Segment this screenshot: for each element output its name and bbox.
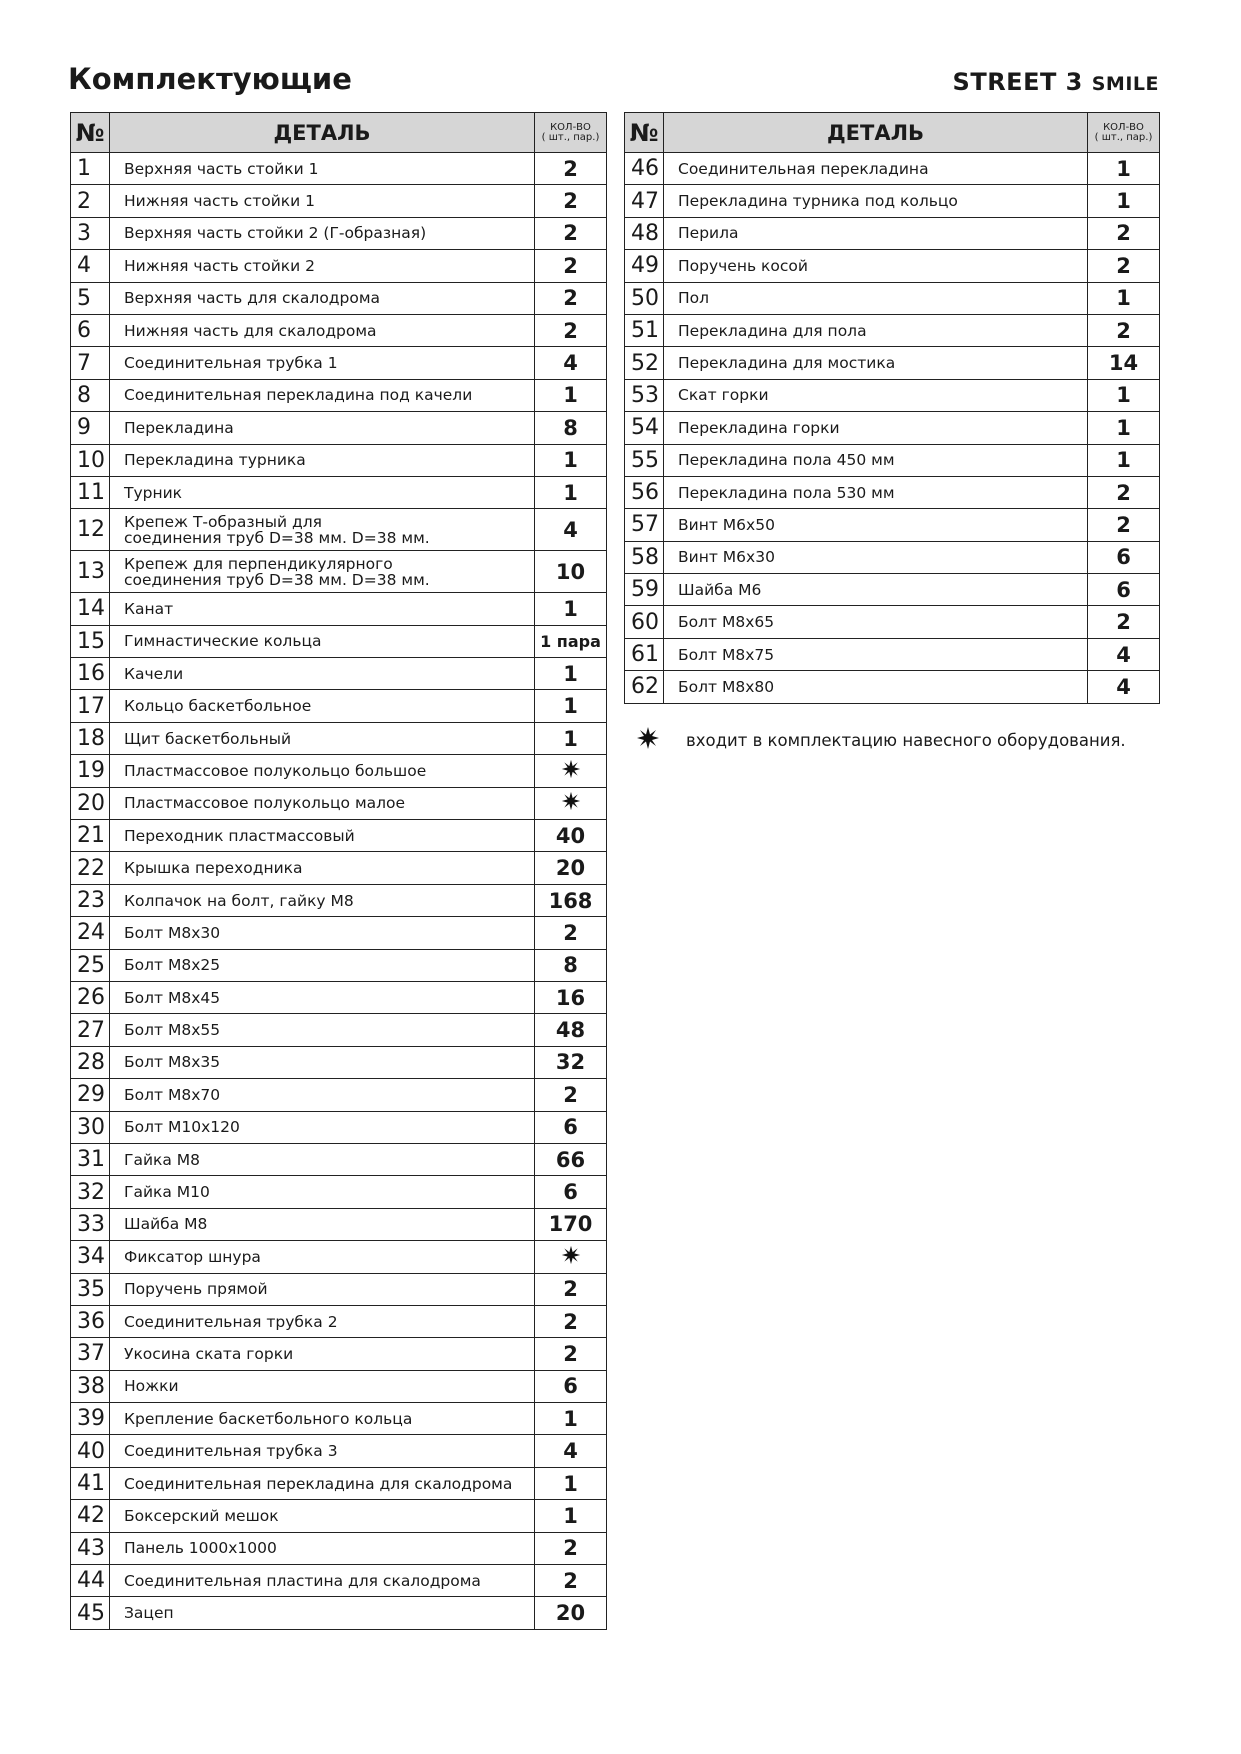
item-number: 48 — [625, 217, 664, 249]
item-quantity: 40 — [535, 820, 607, 852]
table-row — [625, 574, 1160, 606]
item-part-name: Фиксатор шнура — [110, 1241, 535, 1273]
item-number: 10 — [71, 444, 110, 476]
item-part-name: Нижняя часть стойки 1 — [110, 185, 535, 217]
item-quantity: 2 — [1088, 314, 1160, 346]
item-quantity: 8 — [535, 949, 607, 981]
table-row — [71, 282, 607, 314]
item-part-name: Перекладина турника под кольцо — [664, 185, 1088, 217]
item-quantity: 2 — [535, 1565, 607, 1597]
table-row — [71, 722, 607, 754]
item-quantity: 1 — [535, 690, 607, 722]
table-row — [625, 153, 1160, 185]
model-main: STREET 3 — [952, 68, 1083, 96]
item-number: 5 — [71, 282, 110, 314]
item-number: 55 — [625, 444, 664, 476]
item-number: 57 — [625, 509, 664, 541]
parts-table-left — [70, 112, 607, 1630]
column-header-qty — [1088, 113, 1160, 153]
table-row — [71, 1532, 607, 1564]
item-number: 29 — [71, 1079, 110, 1111]
item-part-name: Соединительная перекладина под качели — [110, 379, 535, 411]
table-row — [71, 1597, 607, 1629]
item-number: 24 — [71, 917, 110, 949]
page-title: Комплектующие — [68, 62, 352, 96]
table-header-row — [71, 113, 607, 153]
item-part-name: Переходник пластмассовый — [110, 820, 535, 852]
item-number: 2 — [71, 185, 110, 217]
item-number: 26 — [71, 981, 110, 1013]
item-quantity — [535, 755, 607, 787]
item-part-name: Винт М6х30 — [664, 541, 1088, 573]
item-part-name: Верхняя часть стойки 2 (Г-образная) — [110, 217, 535, 249]
item-quantity: 1 — [535, 593, 607, 625]
item-number: 42 — [71, 1500, 110, 1532]
item-part-name: Болт М8х25 — [110, 949, 535, 981]
item-quantity: 2 — [1088, 606, 1160, 638]
table-row — [71, 217, 607, 249]
star-burst-icon — [561, 791, 581, 816]
item-part-name: Крепление баскетбольного кольца — [110, 1403, 535, 1435]
item-part-name: Соединительная трубка 2 — [110, 1305, 535, 1337]
table-row — [71, 1305, 607, 1337]
table-row — [71, 787, 607, 819]
table-row — [71, 412, 607, 444]
item-quantity: 2 — [1088, 250, 1160, 282]
item-quantity: 1 — [1088, 412, 1160, 444]
table-row — [625, 217, 1160, 249]
item-part-name: Крышка переходника — [110, 852, 535, 884]
item-quantity: 1 — [535, 444, 607, 476]
item-quantity: 1 — [535, 658, 607, 690]
table-row — [71, 1176, 607, 1208]
item-part-name: Крепеж для перпендикулярного соединения труб D=38 мм. D=38 мм. — [110, 551, 535, 593]
item-quantity: 1 — [1088, 379, 1160, 411]
qty-header-line1: КОЛ-ВО — [550, 121, 591, 133]
table-row — [71, 1111, 607, 1143]
star-burst-icon — [636, 726, 660, 754]
item-quantity: 2 — [535, 917, 607, 949]
table-row — [71, 1014, 607, 1046]
table-row — [625, 444, 1160, 476]
item-number: 51 — [625, 314, 664, 346]
item-number: 7 — [71, 347, 110, 379]
table-header-row — [625, 113, 1160, 153]
table-row — [625, 314, 1160, 346]
item-number: 33 — [71, 1208, 110, 1240]
item-number: 54 — [625, 412, 664, 444]
item-part-name: Перекладина турника — [110, 444, 535, 476]
item-quantity: 6 — [535, 1111, 607, 1143]
item-number: 60 — [625, 606, 664, 638]
table-row — [71, 551, 607, 593]
model-sub: SMILE — [1091, 73, 1159, 95]
item-number: 22 — [71, 852, 110, 884]
item-quantity: 1 пара — [535, 625, 607, 657]
item-part-name: Панель 1000х1000 — [110, 1532, 535, 1564]
footnote-text: входит в комплектацию навесного оборудования. — [686, 730, 1126, 750]
item-quantity: 4 — [1088, 671, 1160, 703]
table-row — [71, 444, 607, 476]
table-row — [71, 755, 607, 787]
item-part-name: Перекладина горки — [664, 412, 1088, 444]
table-row — [71, 820, 607, 852]
table-row — [625, 250, 1160, 282]
item-number: 11 — [71, 476, 110, 508]
item-part-name: Шайба М8 — [110, 1208, 535, 1240]
item-part-name: Гимнастические кольца — [110, 625, 535, 657]
item-number: 15 — [71, 625, 110, 657]
item-part-name: Гайка М8 — [110, 1143, 535, 1175]
table-row — [71, 1143, 607, 1175]
item-quantity: 1 — [535, 1467, 607, 1499]
item-number: 28 — [71, 1046, 110, 1078]
item-quantity: 2 — [535, 1305, 607, 1337]
item-part-name: Соединительная трубка 3 — [110, 1435, 535, 1467]
item-quantity: 1 — [1088, 185, 1160, 217]
column-header-qty — [535, 113, 607, 153]
item-part-name: Болт М8х55 — [110, 1014, 535, 1046]
item-quantity: 14 — [1088, 347, 1160, 379]
item-number: 19 — [71, 755, 110, 787]
item-part-name: Болт М8х70 — [110, 1079, 535, 1111]
table-row — [71, 314, 607, 346]
parts-table-right — [624, 112, 1160, 704]
item-quantity: 170 — [535, 1208, 607, 1240]
footnote — [636, 726, 1126, 754]
item-part-name: Щит баскетбольный — [110, 722, 535, 754]
item-number: 61 — [625, 638, 664, 670]
table-row — [71, 250, 607, 282]
table-row — [71, 1370, 607, 1402]
item-number: 8 — [71, 379, 110, 411]
item-part-name: Укосина ската горки — [110, 1338, 535, 1370]
item-quantity: 1 — [535, 379, 607, 411]
table-row — [625, 412, 1160, 444]
item-quantity: 2 — [1088, 217, 1160, 249]
item-quantity: 2 — [535, 314, 607, 346]
item-number: 43 — [71, 1532, 110, 1564]
item-number: 18 — [71, 722, 110, 754]
column-header-num: № — [71, 113, 110, 153]
star-burst-icon — [561, 1245, 581, 1270]
table-row — [71, 379, 607, 411]
item-quantity: 1 — [1088, 153, 1160, 185]
item-part-name: Болт М8х65 — [664, 606, 1088, 638]
table-row — [625, 476, 1160, 508]
item-number: 4 — [71, 250, 110, 282]
item-quantity: 4 — [535, 347, 607, 379]
item-quantity: 66 — [535, 1143, 607, 1175]
table-row — [71, 593, 607, 625]
table-row — [71, 153, 607, 185]
qty-header-line1: КОЛ-ВО — [1103, 121, 1144, 133]
item-number: 17 — [71, 690, 110, 722]
item-number: 30 — [71, 1111, 110, 1143]
table-row — [625, 671, 1160, 703]
item-number: 56 — [625, 476, 664, 508]
qty-header-line2: ( шт., пар.) — [541, 131, 600, 143]
table-row — [71, 1208, 607, 1240]
item-number: 40 — [71, 1435, 110, 1467]
item-part-name: Соединительная пластина для скалодрома — [110, 1565, 535, 1597]
item-quantity: 2 — [535, 1079, 607, 1111]
table-row — [71, 1500, 607, 1532]
table-row — [71, 1241, 607, 1273]
table-row — [71, 981, 607, 1013]
table-row — [625, 638, 1160, 670]
item-quantity — [535, 787, 607, 819]
item-number: 52 — [625, 347, 664, 379]
table-row — [71, 1046, 607, 1078]
item-part-name: Кольцо баскетбольное — [110, 690, 535, 722]
item-part-name: Перекладина — [110, 412, 535, 444]
item-number: 16 — [71, 658, 110, 690]
item-part-name: Болт М8х30 — [110, 917, 535, 949]
item-quantity: 168 — [535, 884, 607, 916]
item-number: 44 — [71, 1565, 110, 1597]
item-number: 14 — [71, 593, 110, 625]
column-header-num: № — [625, 113, 664, 153]
table-row — [625, 509, 1160, 541]
item-quantity: 2 — [535, 282, 607, 314]
item-quantity: 2 — [535, 153, 607, 185]
table-row — [71, 884, 607, 916]
parts-table-left-body — [71, 153, 607, 1630]
table-row — [71, 1467, 607, 1499]
table-row — [625, 541, 1160, 573]
item-part-name: Винт М6х50 — [664, 509, 1088, 541]
item-part-name: Пластмассовое полукольцо большое — [110, 755, 535, 787]
item-quantity: 1 — [535, 1500, 607, 1532]
item-quantity: 1 — [1088, 444, 1160, 476]
item-number: 49 — [625, 250, 664, 282]
item-number: 1 — [71, 153, 110, 185]
item-quantity: 4 — [1088, 638, 1160, 670]
parts-table-right-body — [625, 153, 1160, 704]
table-row — [71, 1079, 607, 1111]
item-part-name: Турник — [110, 476, 535, 508]
table-row — [71, 347, 607, 379]
column-header-part: ДЕТАЛЬ — [664, 113, 1088, 153]
table-row — [71, 625, 607, 657]
item-part-name: Перекладина пола 530 мм — [664, 476, 1088, 508]
item-number: 20 — [71, 787, 110, 819]
item-part-name: Перекладина пола 450 мм — [664, 444, 1088, 476]
table-row — [71, 476, 607, 508]
item-number: 39 — [71, 1403, 110, 1435]
item-number: 47 — [625, 185, 664, 217]
item-quantity: 1 — [535, 1403, 607, 1435]
item-number: 62 — [625, 671, 664, 703]
item-quantity: 1 — [535, 476, 607, 508]
item-number: 35 — [71, 1273, 110, 1305]
item-quantity: 2 — [535, 250, 607, 282]
table-row — [71, 690, 607, 722]
item-number: 59 — [625, 574, 664, 606]
table-row — [71, 185, 607, 217]
item-quantity: 20 — [535, 852, 607, 884]
item-quantity: 2 — [535, 1273, 607, 1305]
item-number: 36 — [71, 1305, 110, 1337]
table-row — [71, 509, 607, 551]
item-quantity — [535, 1241, 607, 1273]
item-quantity: 2 — [535, 217, 607, 249]
item-quantity: 6 — [535, 1370, 607, 1402]
item-part-name: Поручень косой — [664, 250, 1088, 282]
item-number: 31 — [71, 1143, 110, 1175]
item-part-name: Ножки — [110, 1370, 535, 1402]
item-part-name: Перила — [664, 217, 1088, 249]
item-quantity: 2 — [1088, 509, 1160, 541]
item-part-name: Пол — [664, 282, 1088, 314]
item-quantity: 1 — [535, 722, 607, 754]
item-part-name: Болт М8х35 — [110, 1046, 535, 1078]
item-number: 23 — [71, 884, 110, 916]
item-number: 32 — [71, 1176, 110, 1208]
item-quantity: 4 — [535, 1435, 607, 1467]
item-part-name: Нижняя часть для скалодрома — [110, 314, 535, 346]
item-number: 13 — [71, 551, 110, 593]
table-row — [71, 1435, 607, 1467]
item-quantity: 4 — [535, 509, 607, 551]
table-row — [71, 917, 607, 949]
item-number: 46 — [625, 153, 664, 185]
item-part-name: Соединительная перекладина для скалодрома — [110, 1467, 535, 1499]
item-quantity: 1 — [1088, 282, 1160, 314]
item-number: 12 — [71, 509, 110, 551]
item-number: 53 — [625, 379, 664, 411]
item-quantity: 32 — [535, 1046, 607, 1078]
item-quantity: 6 — [1088, 574, 1160, 606]
item-part-name: Соединительная трубка 1 — [110, 347, 535, 379]
item-part-name: Болт М8х45 — [110, 981, 535, 1013]
item-quantity: 2 — [535, 1338, 607, 1370]
item-quantity: 20 — [535, 1597, 607, 1629]
item-part-name: Поручень прямой — [110, 1273, 535, 1305]
star-burst-icon — [561, 759, 581, 784]
item-number: 37 — [71, 1338, 110, 1370]
item-part-name: Нижняя часть стойки 2 — [110, 250, 535, 282]
item-quantity: 10 — [535, 551, 607, 593]
table-row — [625, 379, 1160, 411]
item-part-name: Болт М8х75 — [664, 638, 1088, 670]
item-part-name: Гайка М10 — [110, 1176, 535, 1208]
model-name — [953, 68, 1159, 96]
item-quantity: 2 — [535, 185, 607, 217]
item-part-name: Шайба М6 — [664, 574, 1088, 606]
table-row — [71, 852, 607, 884]
item-part-name: Скат горки — [664, 379, 1088, 411]
item-number: 41 — [71, 1467, 110, 1499]
item-part-name: Пластмассовое полукольцо малое — [110, 787, 535, 819]
table-row — [71, 658, 607, 690]
item-part-name: Канат — [110, 593, 535, 625]
item-quantity: 48 — [535, 1014, 607, 1046]
item-quantity: 8 — [535, 412, 607, 444]
item-quantity: 16 — [535, 981, 607, 1013]
item-number: 25 — [71, 949, 110, 981]
item-quantity: 2 — [1088, 476, 1160, 508]
column-header-part: ДЕТАЛЬ — [110, 113, 535, 153]
item-number: 45 — [71, 1597, 110, 1629]
table-row — [625, 606, 1160, 638]
item-part-name: Зацеп — [110, 1597, 535, 1629]
item-part-name: Крепеж Т-образный для соединения труб D=38 мм. D=38 мм. — [110, 509, 535, 551]
item-number: 9 — [71, 412, 110, 444]
qty-header-line2: ( шт., пар.) — [1094, 131, 1153, 143]
item-number: 27 — [71, 1014, 110, 1046]
table-row — [625, 282, 1160, 314]
table-row — [71, 1565, 607, 1597]
item-part-name: Соединительная перекладина — [664, 153, 1088, 185]
item-quantity: 2 — [535, 1532, 607, 1564]
item-part-name: Боксерский мешок — [110, 1500, 535, 1532]
item-part-name: Колпачок на болт, гайку М8 — [110, 884, 535, 916]
item-part-name: Перекладина для пола — [664, 314, 1088, 346]
item-quantity: 6 — [535, 1176, 607, 1208]
item-part-name: Верхняя часть для скалодрома — [110, 282, 535, 314]
item-part-name: Качели — [110, 658, 535, 690]
item-number: 38 — [71, 1370, 110, 1402]
item-quantity: 6 — [1088, 541, 1160, 573]
table-row — [71, 1273, 607, 1305]
table-row — [71, 1338, 607, 1370]
item-number: 58 — [625, 541, 664, 573]
item-number: 6 — [71, 314, 110, 346]
table-row — [71, 1403, 607, 1435]
item-part-name: Болт М10х120 — [110, 1111, 535, 1143]
item-part-name: Верхняя часть стойки 1 — [110, 153, 535, 185]
item-part-name: Перекладина для мостика — [664, 347, 1088, 379]
item-part-name: Болт М8х80 — [664, 671, 1088, 703]
table-row — [71, 949, 607, 981]
table-row — [625, 347, 1160, 379]
table-row — [625, 185, 1160, 217]
item-number: 34 — [71, 1241, 110, 1273]
item-number: 50 — [625, 282, 664, 314]
item-number: 3 — [71, 217, 110, 249]
item-number: 21 — [71, 820, 110, 852]
